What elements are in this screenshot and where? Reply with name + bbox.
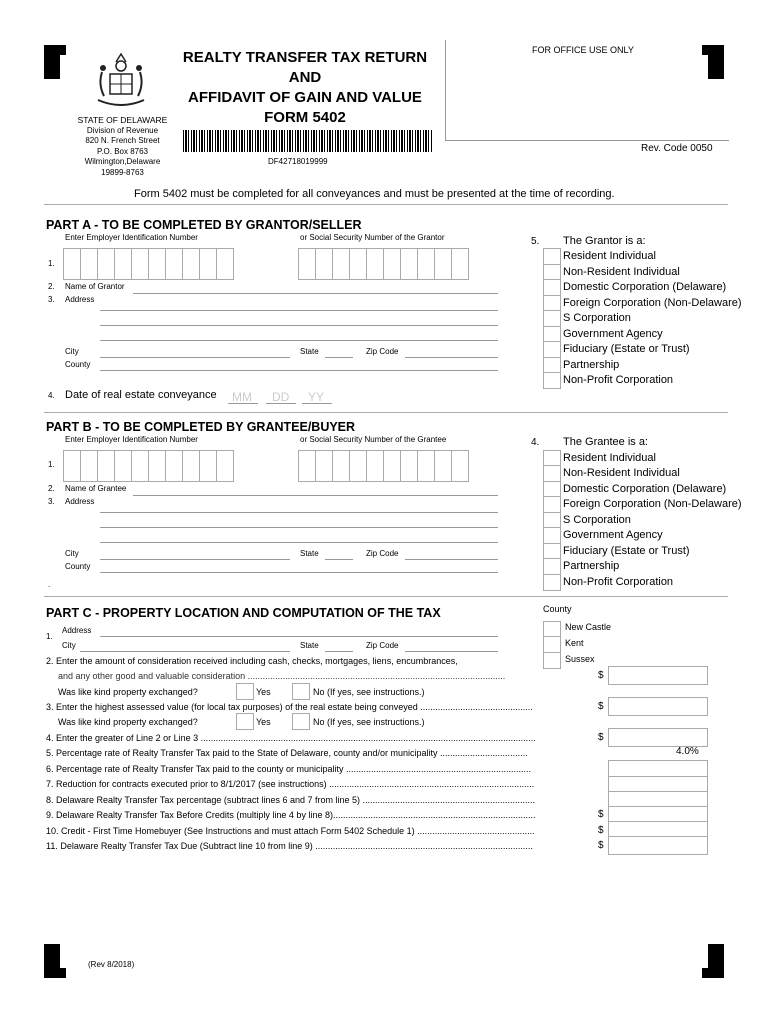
agency-street: 820 N. French Street: [85, 136, 160, 145]
grantor-type-label: The Grantor is a:: [563, 235, 646, 247]
grantor-type-option: Government Agency: [563, 328, 663, 340]
line-2-label: 2. Enter the amount of consideration received including cash, checks, mortgages, liens, encumbrances,: [46, 656, 458, 666]
line-3-dollar: $: [598, 701, 604, 712]
grantee-address-line-2[interactable]: [100, 527, 498, 528]
line-10-label: 10. Credit - First Time Homebuyer (See Instructions and must attach Form 5402 Schedule 1) ...............................................: [46, 826, 535, 836]
line-5-label: 5. Percentage rate of Realty Transfer Tax paid to the State of Delaware, county and/or municipality ...................................: [46, 748, 528, 758]
agency-city: Wilmington,Delaware: [84, 157, 161, 166]
form-title-line-1: REALTY TRANSFER TAX RETURN: [182, 49, 428, 66]
part-b-name-label: Name of Grantee: [65, 484, 127, 493]
line-2-yes-label: Yes: [256, 687, 271, 697]
conveyance-date-yy[interactable]: YY: [308, 390, 325, 404]
form-title-line-2: AND: [288, 69, 322, 86]
line-9-dollar: $: [598, 809, 604, 820]
line-3-yes-label: Yes: [256, 717, 271, 727]
grantor-type-option: Domestic Corporation (Delaware): [563, 281, 727, 293]
form-title: [165, 48, 445, 128]
grantor-address-line-1[interactable]: [100, 310, 498, 311]
property-state-field[interactable]: [325, 651, 353, 652]
property-city-field[interactable]: [80, 651, 290, 652]
grantor-county-field[interactable]: [100, 370, 498, 371]
grantee-type-label: The Grantee is a:: [563, 436, 648, 448]
grantee-name-field[interactable]: [133, 495, 498, 496]
grantor-type-checkbox[interactable]: [543, 310, 561, 327]
grantee-type-option: Fiduciary (Estate or Trust): [563, 545, 690, 557]
property-zip-field[interactable]: [405, 651, 498, 652]
line-5-rate-value: 4.0%: [676, 746, 699, 757]
agency-block: [70, 115, 175, 178]
grantee-type-option: Partnership: [563, 560, 620, 572]
part-b-ein-input[interactable]: [63, 450, 233, 482]
grantor-type-checkbox[interactable]: [543, 248, 561, 265]
grantor-address-line-2[interactable]: [100, 325, 498, 326]
part-a-name-label: Name of Grantor: [65, 282, 125, 291]
part-b-ein-label: Enter Employer Identification Number: [65, 435, 198, 444]
conveyance-date-mm[interactable]: MM: [232, 390, 252, 404]
part-a-state-label: State: [300, 347, 319, 356]
county-option-new-castle: New Castle: [565, 622, 612, 632]
grantor-city-field[interactable]: [100, 357, 290, 358]
part-a-ein-label: Enter Employer Identification Number: [65, 233, 198, 242]
part-a-city-label: City: [65, 347, 79, 356]
barcode: [183, 130, 433, 152]
line-4-amount-field[interactable]: [608, 728, 708, 747]
part-b-state-label: State: [300, 549, 319, 558]
grantor-name-field[interactable]: [133, 293, 498, 294]
line-4-label: 4. Enter the greater of Line 2 or Line 3 ......................................................................................................................................: [46, 733, 536, 743]
grantee-type-checkbox[interactable]: [543, 496, 561, 513]
grantor-type-checkbox[interactable]: [543, 341, 561, 358]
grantee-type-option: Resident Individual: [563, 452, 656, 464]
line-9-label: 9. Delaware Realty Transfer Tax Before Credits (multiply line 4 by line 8).................................................................................: [46, 810, 536, 820]
line-11-dollar: $: [598, 840, 604, 851]
line-3-yes-checkbox[interactable]: [236, 713, 254, 730]
delaware-seal-icon: [90, 52, 152, 110]
part-a-num-3: 3.: [48, 295, 55, 304]
notice-divider: [44, 204, 728, 205]
conveyance-date-mm-line: [228, 403, 258, 404]
part-a-ssn-input[interactable]: [298, 248, 468, 280]
grantee-type-checkbox[interactable]: [543, 527, 561, 544]
form-notice: Form 5402 must be completed for all conveyances and must be presented at the time of recording.: [134, 188, 615, 200]
line-2-no-label: No (If yes, see instructions.): [313, 687, 425, 697]
grantee-address-line-3[interactable]: [100, 542, 498, 543]
grantee-county-field[interactable]: [100, 572, 498, 573]
grantor-type-option: S Corporation: [563, 312, 631, 324]
line-3-no-label: No (If yes, see instructions.): [313, 717, 425, 727]
conveyance-date-dd-line: [266, 403, 296, 404]
county-checkbox-kent[interactable]: [543, 636, 561, 653]
conveyance-date-label: Date of real estate conveyance: [65, 389, 217, 401]
part-a-zip-label: Zip Code: [366, 347, 399, 356]
grantor-address-line-3[interactable]: [100, 340, 498, 341]
grantee-type-option: Non-Resident Individual: [563, 467, 680, 479]
line-11-label: 11. Delaware Realty Transfer Tax Due (Subtract line 10 from line 9) .......................................................................................: [46, 841, 533, 851]
part-c-zip-label: Zip Code: [366, 641, 399, 650]
part-b-address-label: Address: [65, 497, 95, 506]
grantor-type-option: Non-Resident Individual: [563, 266, 680, 278]
line-2-label-cont: and any other good and valuable consideration .......................................................................................................: [58, 671, 506, 681]
part-a-title: PART A - TO BE COMPLETED BY GRANTOR/SELLER: [46, 218, 362, 232]
part-b-num-2: 2.: [48, 484, 55, 493]
part-c-city-label: City: [62, 641, 76, 650]
part-b-city-label: City: [65, 549, 79, 558]
part-b-zip-label: Zip Code: [366, 549, 399, 558]
part-b-title: PART B - TO BE COMPLETED BY GRANTEE/BUYER: [46, 420, 356, 434]
conveyance-date-yy-line: [302, 403, 332, 404]
part-a-ssn-label: or Social Security Number of the Grantor: [300, 233, 445, 242]
county-option-sussex: Sussex: [565, 654, 595, 664]
grantor-state-field[interactable]: [325, 357, 353, 358]
line-3-no-checkbox[interactable]: [292, 713, 310, 730]
barcode-text: DF42718019999: [268, 157, 328, 166]
grantee-type-number: 4.: [531, 437, 540, 448]
line-3-amount-field[interactable]: [608, 697, 708, 716]
grantor-type-option: Partnership: [563, 359, 620, 371]
part-c-title: PART C - PROPERTY LOCATION AND COMPUTATION OF THE TAX: [46, 606, 441, 620]
corner-mark-bottom-left-tab: [44, 968, 66, 978]
grantee-address-line-1[interactable]: [100, 512, 498, 513]
agency-pobox: P.O. Box 8763: [97, 146, 148, 156]
part-b-divider: [44, 596, 728, 597]
grantor-type-number: 5.: [531, 236, 540, 247]
part-b-ssn-input[interactable]: [298, 450, 468, 482]
conveyance-date-dd[interactable]: DD: [272, 390, 290, 404]
grantor-type-option: Resident Individual: [563, 250, 656, 262]
part-c-num-1: 1.: [46, 632, 53, 641]
line-6-label: 6. Percentage rate of Realty Transfer Tax paid to the county or municipality ..........................................................................: [46, 764, 532, 774]
line-4-dollar: $: [598, 732, 604, 743]
part-a-address-label: Address: [65, 295, 95, 304]
property-address-field[interactable]: [100, 636, 498, 637]
agency-division: Division of Revenue: [86, 125, 159, 135]
grantee-zip-field[interactable]: [405, 559, 498, 560]
part-a-num-2: 2.: [48, 282, 55, 291]
county-label: County: [543, 604, 572, 614]
part-c-state-label: State: [300, 641, 319, 650]
rev-code: Rev. Code 0050: [641, 143, 713, 154]
grantor-zip-field[interactable]: [405, 357, 498, 358]
line-8-label: 8. Delaware Realty Transfer Tax percentage (subtract lines 6 and 7 from line 5) .....................................................................: [46, 795, 536, 805]
grantee-city-field[interactable]: [100, 559, 290, 560]
grantee-type-option: S Corporation: [563, 514, 631, 526]
grantor-type-option: Non-Profit Corporation: [563, 374, 674, 386]
part-a-ein-input[interactable]: [63, 248, 233, 280]
part-b-county-label: County: [65, 562, 91, 571]
part-a-num-4: 4.: [48, 391, 55, 400]
county-checkbox-sussex[interactable]: [543, 652, 561, 669]
agency-zip: 19899-8763: [101, 167, 144, 177]
grantee-type-option: Government Agency: [563, 529, 663, 541]
line-2-amount-field[interactable]: [608, 666, 708, 685]
agency-state: STATE OF DELAWARE: [77, 115, 168, 125]
part-a-divider: [44, 412, 728, 413]
form-title-line-3: AFFIDAVIT OF GAIN AND VALUE: [188, 89, 422, 106]
corner-mark-top-left-tab: [44, 45, 66, 55]
line-2-dollar: $: [598, 670, 604, 681]
grantee-type-checkbox[interactable]: [543, 558, 561, 575]
grantee-type-option: Non-Profit Corporation: [563, 576, 674, 588]
corner-mark-bottom-right-tab: [702, 968, 724, 978]
line-10-dollar: $: [598, 825, 604, 836]
stray-period: .: [48, 580, 51, 589]
grantor-type-option: Foreign Corporation (Non-Delaware): [563, 297, 742, 309]
part-b-num-1: 1.: [48, 460, 55, 469]
part-c-address-label: Address: [62, 626, 92, 635]
county-option-kent: Kent: [565, 638, 584, 648]
part-a-num-1: 1.: [48, 259, 55, 268]
office-use-label: FOR OFFICE USE ONLY: [532, 45, 634, 55]
line-2-like-kind-label: Was like kind property exchanged?: [58, 687, 198, 697]
grantee-state-field[interactable]: [325, 559, 353, 560]
grantee-type-checkbox[interactable]: [543, 574, 561, 591]
grantor-type-checkbox[interactable]: [543, 279, 561, 296]
grantee-type-option: Domestic Corporation (Delaware): [563, 483, 727, 495]
line-3-label: 3. Enter the highest assessed value (for local tax purposes) of the real estate being conveyed .............................................: [46, 702, 533, 712]
line-2-no-checkbox[interactable]: [292, 683, 310, 700]
form-title-line-4: FORM 5402: [264, 109, 346, 126]
grantor-type-option: Fiduciary (Estate or Trust): [563, 343, 690, 355]
part-b-ssn-label: or Social Security Number of the Grantee: [300, 435, 447, 444]
line-3-like-kind-label: Was like kind property exchanged?: [58, 717, 198, 727]
part-a-county-label: County: [65, 360, 91, 369]
line-11-amount-field[interactable]: [608, 836, 708, 855]
line-7-label: 7. Reduction for contracts executed prior to 8/1/2017 (see instructions) ..................................................................................: [46, 779, 535, 789]
grantor-type-checkbox[interactable]: [543, 372, 561, 389]
grantee-type-option: Foreign Corporation (Non-Delaware): [563, 498, 742, 510]
grantee-type-checkbox[interactable]: [543, 465, 561, 482]
part-b-num-3: 3.: [48, 497, 55, 506]
line-2-yes-checkbox[interactable]: [236, 683, 254, 700]
office-use-box: [445, 40, 729, 141]
revision-label: (Rev 8/2018): [88, 960, 135, 969]
